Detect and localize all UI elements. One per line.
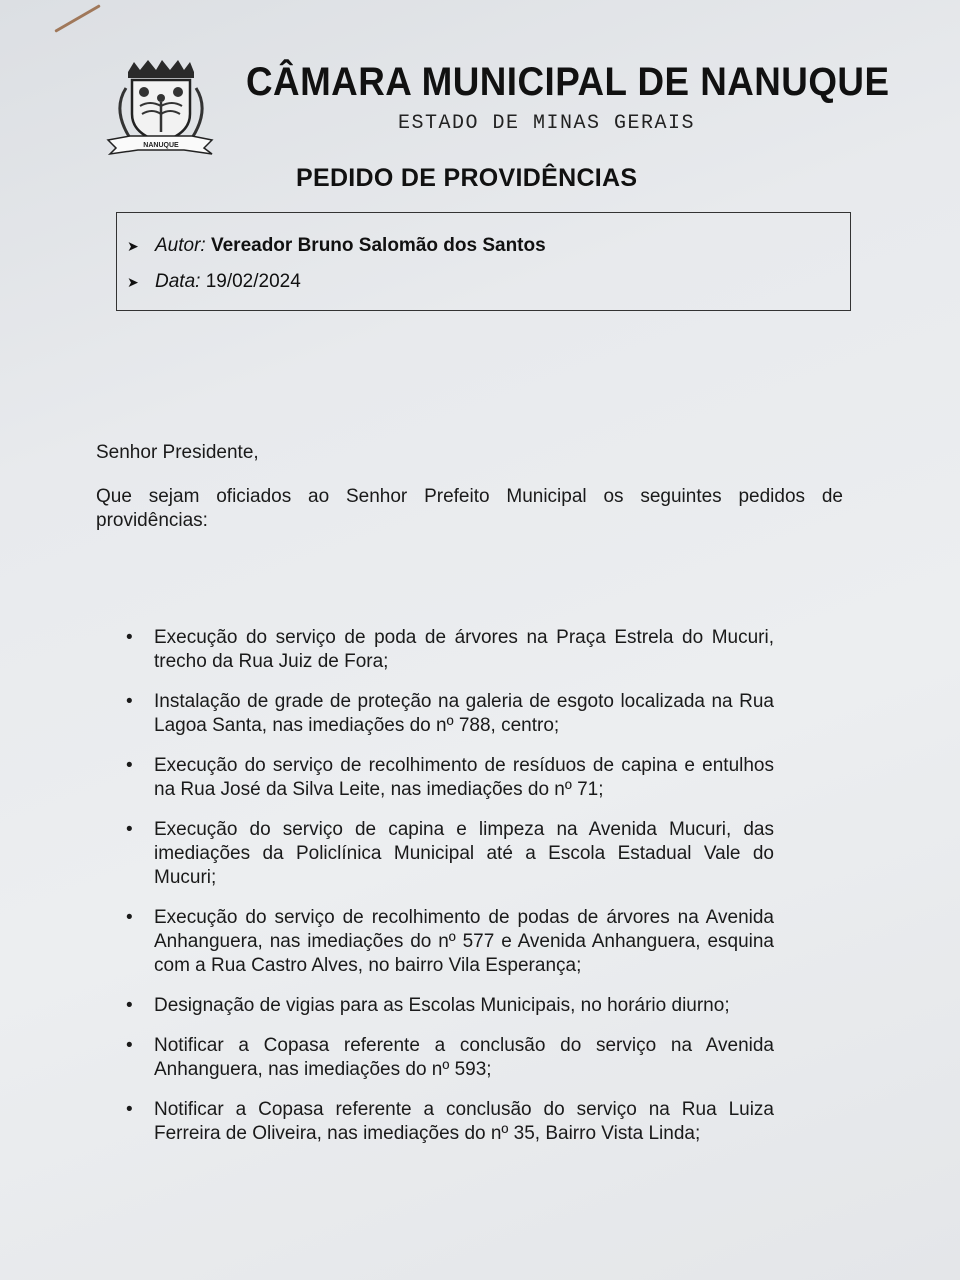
- request-item: [110, 626, 774, 674]
- date-label: Data:: [155, 271, 201, 292]
- request-text: Execução do serviço de capina e limpeza na Avenida Mucuri, das imediações da Policlínica Municipal até a Escola Estadual Vale do Mucuri;: [154, 819, 774, 888]
- request-item: [110, 1034, 774, 1082]
- bullet-icon: •: [126, 819, 133, 840]
- bullet-icon: •: [126, 907, 133, 928]
- author-label: Autor:: [155, 235, 206, 256]
- date-row: [127, 271, 301, 293]
- arrow-bullet-icon: ➤: [127, 238, 139, 254]
- request-text: Notificar a Copasa referente a conclusão do serviço na Avenida Anhanguera, nas imediações do nº 593;: [154, 1035, 774, 1080]
- info-box: [116, 212, 851, 311]
- pen-mark: [54, 4, 101, 33]
- author-row: [127, 235, 546, 257]
- state-name: ESTADO DE MINAS GERAIS: [398, 112, 696, 135]
- request-item: [110, 1098, 774, 1146]
- request-text: Execução do serviço de recolhimento de podas de árvores na Avenida Anhanguera, nas imediações do nº 577 e Avenida Anhanguera, esquina com a Rua Castro Alves, no bairro Vila Esperança;: [154, 907, 774, 976]
- request-item: [110, 690, 774, 738]
- requests-list: [110, 626, 774, 1162]
- request-item: [110, 754, 774, 802]
- bullet-icon: •: [126, 1035, 133, 1056]
- bullet-icon: •: [126, 995, 133, 1016]
- author-value: Vereador Bruno Salomão dos Santos: [210, 235, 546, 256]
- municipal-crest-icon: [104, 58, 214, 156]
- request-text: Designação de vigias para as Escolas Municipais, no horário diurno;: [154, 995, 730, 1016]
- request-text: Notificar a Copasa referente a conclusão do serviço na Rua Luiza Ferreira de Oliveira, nas imediações do nº 35, Bairro Vista Linda;: [154, 1099, 774, 1144]
- bullet-icon: •: [126, 1099, 133, 1120]
- crest-banner-text: NANUQUE: [143, 142, 179, 149]
- org-title: CÂMARA MUNICIPAL DE NANUQUE: [246, 60, 890, 104]
- request-text: Execução do serviço de poda de árvores na Praça Estrela do Mucuri, trecho da Rua Juiz de Fora;: [154, 627, 774, 672]
- document-title: PEDIDO DE PROVIDÊNCIAS: [296, 164, 638, 192]
- greeting: Senhor Presidente,: [96, 442, 259, 463]
- arrow-bullet-icon: ➤: [127, 274, 139, 290]
- date-value: 19/02/2024: [205, 271, 301, 292]
- intro-paragraph: Que sejam oficiados ao Senhor Prefeito Municipal os seguintes pedidos de providências:: [96, 486, 843, 531]
- request-item: [110, 906, 774, 978]
- bullet-icon: •: [126, 691, 133, 712]
- bullet-icon: •: [126, 627, 133, 648]
- request-text: Execução do serviço de recolhimento de resíduos de capina e entulhos na Rua José da Silva Leite, nas imediações do nº 71;: [154, 755, 774, 800]
- request-text: Instalação de grade de proteção na galeria de esgoto localizada na Rua Lagoa Santa, nas imediações do nº 788, centro;: [154, 691, 774, 736]
- bullet-icon: •: [126, 755, 133, 776]
- request-item: [110, 818, 774, 890]
- request-item: [110, 994, 774, 1018]
